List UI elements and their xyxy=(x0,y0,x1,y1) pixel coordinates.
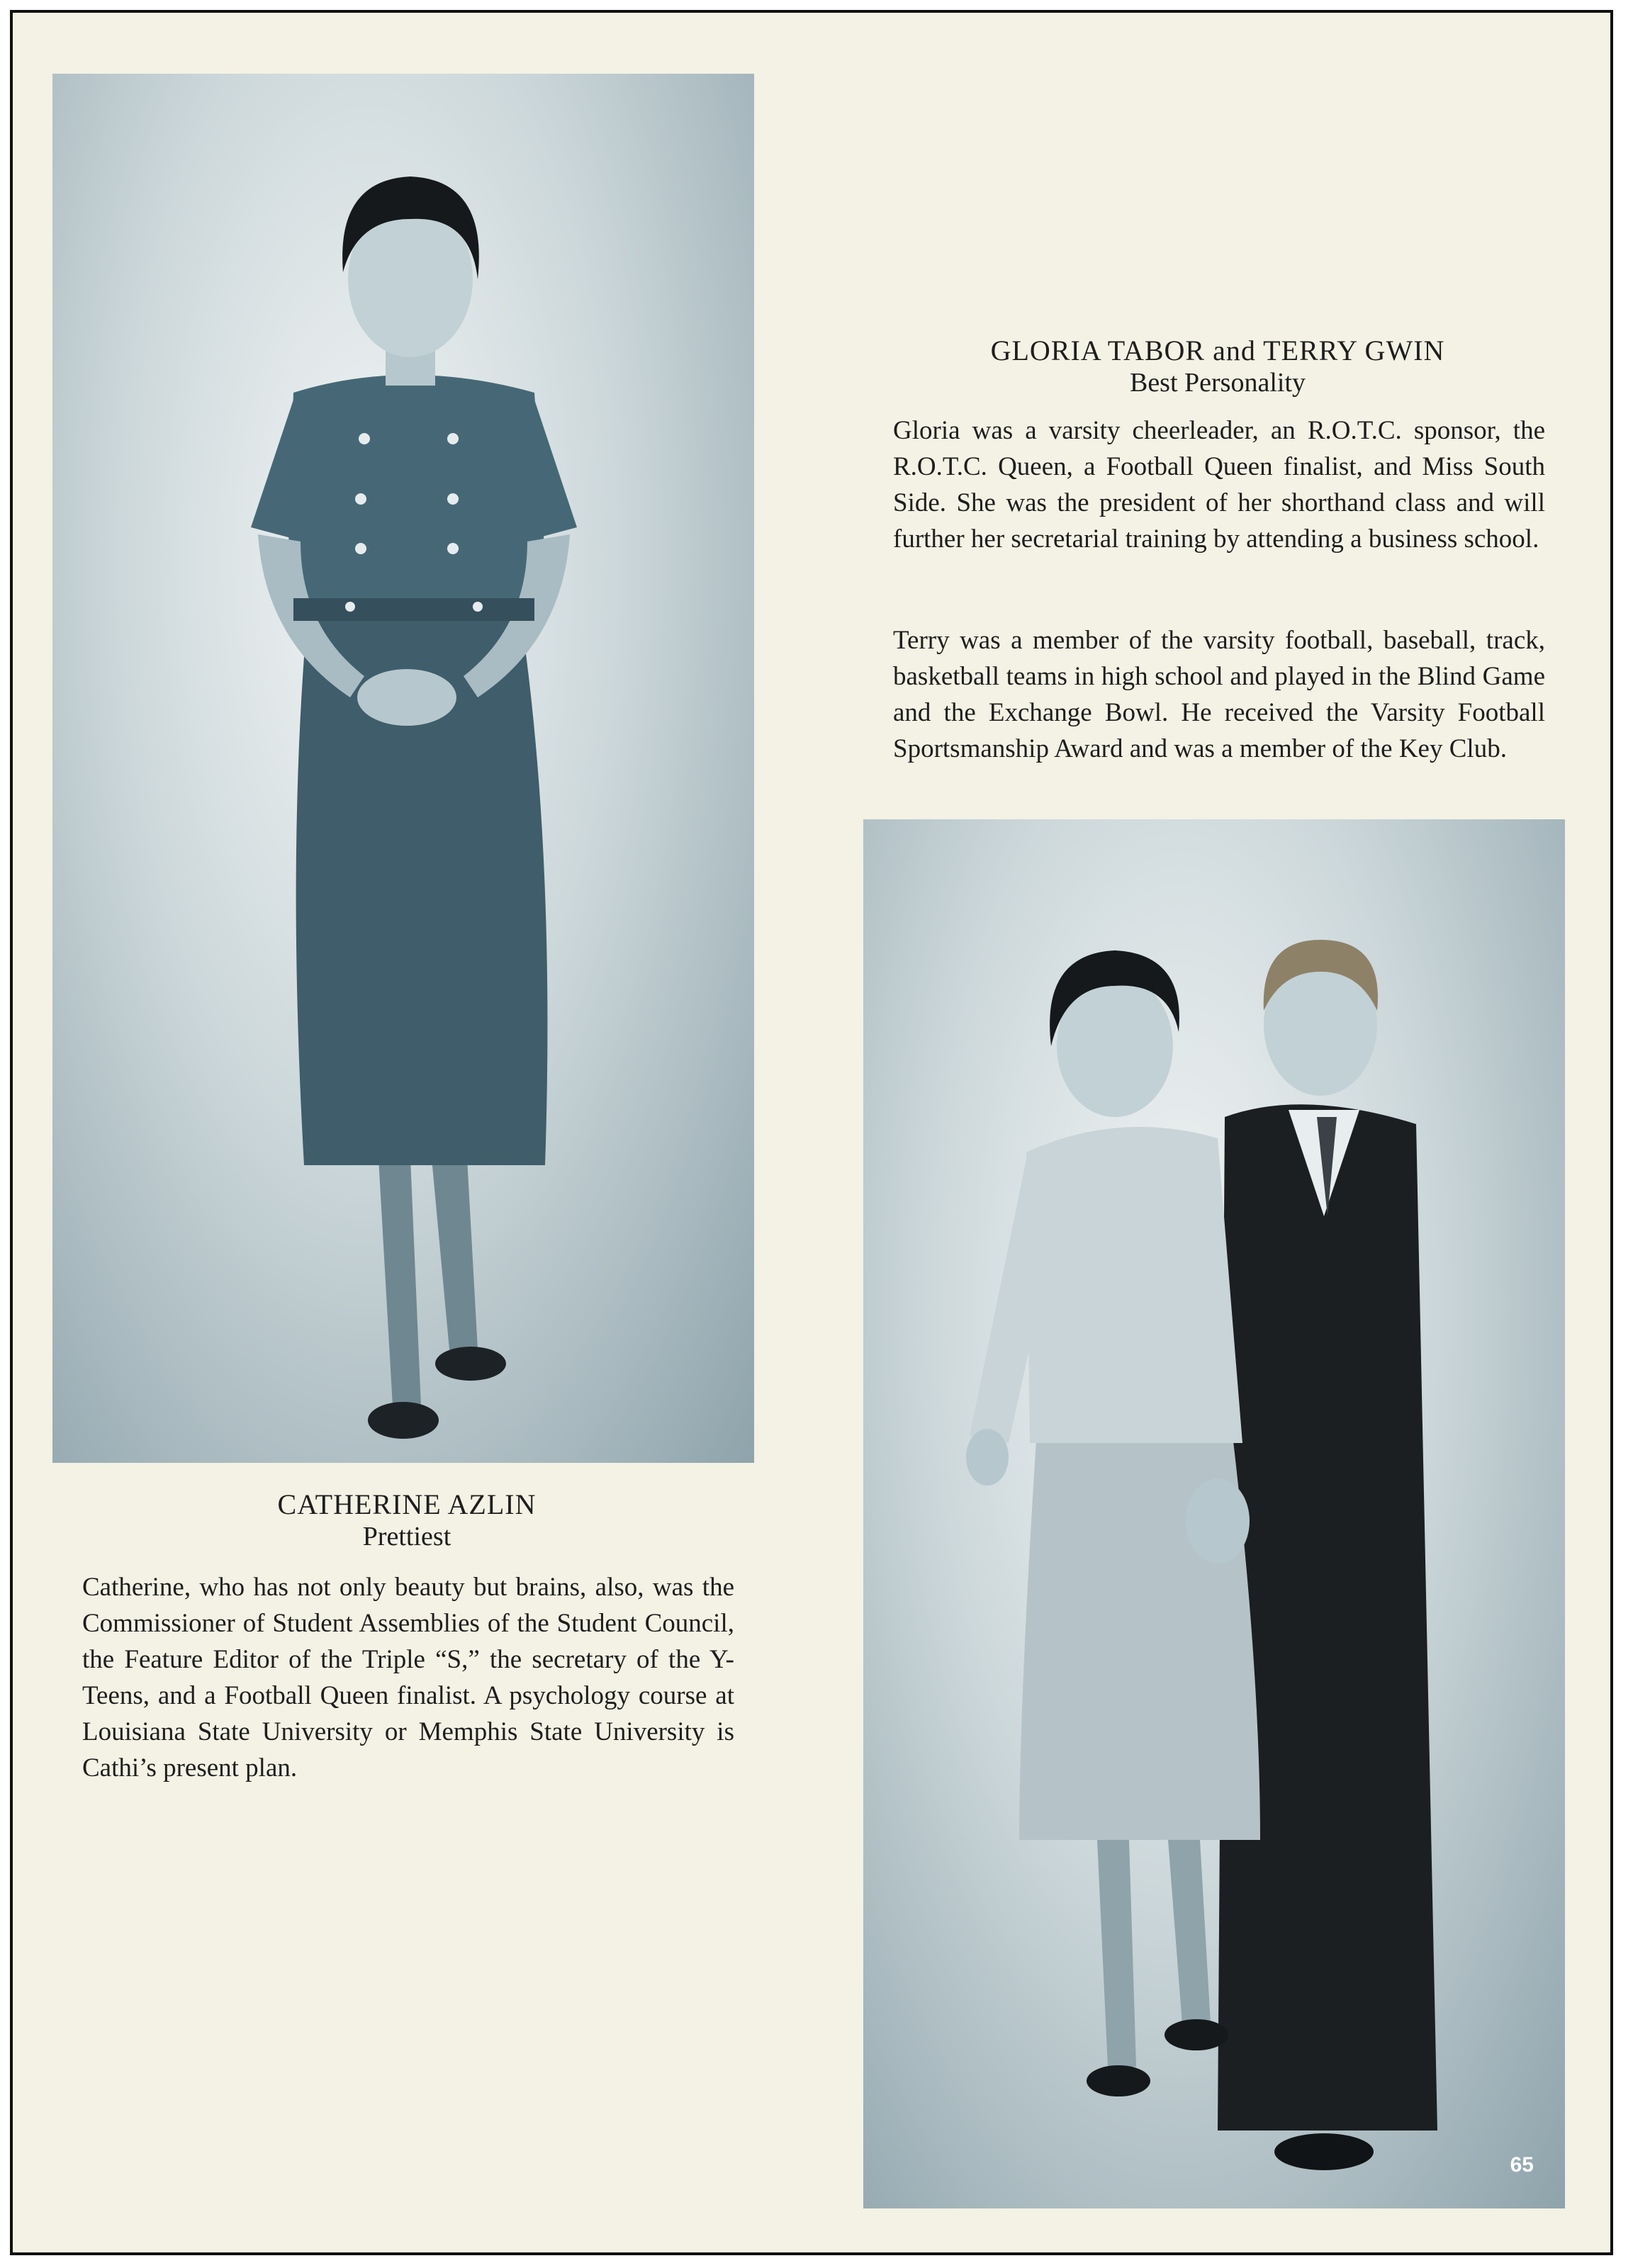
bio-terry: Terry was a member of the varsity football, baseball, track, basketball teams in high school and played in the Blind Game and the Exchange Bowl. He received the Varsity Football Sportsmanship Award and was a member of the Key Club. xyxy=(893,626,1545,763)
page-number: 65 xyxy=(1510,2153,1534,2177)
bio-catherine: Catherine, who has not only beauty but brains, also, was the Commissioner of Student Assemblies of the Student Council, the Feature Editor of the Triple “S,” the secretary of the Y-Teens, and a Football Queen finalist. A psychology course at Louisiana State University or Memphis State University is Cathi’s present plan. xyxy=(82,1573,734,1783)
caption-name: GLORIA TABOR and TERRY GWIN xyxy=(990,335,1445,366)
yearbook-page xyxy=(10,10,1613,2255)
caption-name: CATHERINE AZLIN xyxy=(277,1488,537,1520)
portrait-illustration xyxy=(52,74,754,1463)
caption-title: Prettiest xyxy=(362,1522,451,1551)
portrait-photo-catherine xyxy=(52,74,754,1463)
portrait-photo-gloria-terry xyxy=(863,819,1565,2208)
bio-gloria: Gloria was a varsity cheerleader, an R.O.T.C. sponsor, the R.O.T.C. Queen, a Football Queen finalist, and Miss South Side. She was the president of her shorthand class and will further her secretarial training by attending a business school. xyxy=(893,416,1545,554)
caption-gloria-terry xyxy=(863,335,1572,398)
caption-title: Best Personality xyxy=(1129,368,1306,398)
portrait-illustration xyxy=(863,819,1565,2208)
caption-catherine xyxy=(52,1488,761,1552)
